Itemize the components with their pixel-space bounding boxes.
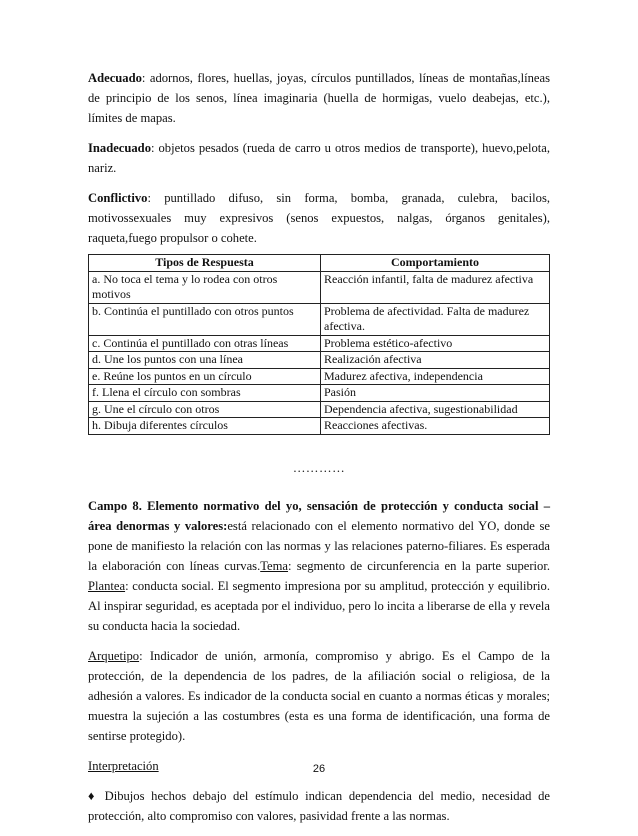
page-number: 26 <box>312 763 326 775</box>
table-cell: Problema estético-afectivo <box>321 335 550 352</box>
text-inadecuado: : objetos pesados (rueda de carro u otros medios de transporte), huevo,pelota, nariz. <box>88 141 550 175</box>
table-cell: h. Dibuja diferentes círculos <box>89 418 321 435</box>
campo-text: está relacionado con el elemento normativo del YO, donde se pone de manifiesto la relación con las normas y las relaciones paterno-filiares. Es esperada la elaboración con líneas curvas. <box>88 518 550 573</box>
table-cell: Madurez afectiva, independencia <box>321 368 550 385</box>
table-cell: Reacción infantil, falta de madurez afectiva <box>321 271 550 303</box>
table-cell: e. Reúne los puntos en un círculo <box>89 368 321 385</box>
table-cell: g. Une el círculo con otros <box>89 401 321 418</box>
paragraph-arquetipo <box>88 646 550 746</box>
plantea-label: Plantea <box>88 578 126 593</box>
table-cell: Dependencia afectiva, sugestionabilidad <box>321 401 550 418</box>
table-row <box>89 368 550 385</box>
arquetipo-text: : Indicador de unión, armonía, compromiso y abrigo. Es el Campo de la protección, de la dependencia de los padres, de la afiliación social o religiosa, de la adhesión a valores. Es indicador de la conducta social en cuanto a normas éticas y morales; muestra la sujeción a las costumbres (esta es una forma de identificación, una forma de sentirse protegido). <box>88 648 550 743</box>
tema-text: : segmento de circunferencia en la parte superior. <box>288 558 550 573</box>
table-row <box>89 352 550 369</box>
table-row <box>89 385 550 402</box>
text-adecuado: : adornos, flores, huellas, joyas, círculos puntillados, líneas de montañas,líneas de principio de los senos, línea imaginaria (huella de hormigas, vuelo deabejas, etc.), límites de mapas. <box>88 71 550 125</box>
plantea-text: : conducta social. El segmento impresiona por su amplitud, protección y equilibrio. Al inspirar seguridad, es aceptada por el individuo, pero lo incita a liberarse de ella y revela su conducta hacia la sociedad. <box>88 578 550 633</box>
table-header-row <box>89 255 550 272</box>
header-comportamiento: Comportamiento <box>321 255 550 272</box>
paragraph-campo-8 <box>88 496 550 636</box>
table-cell: c. Continúa el puntillado con otras líneas <box>89 335 321 352</box>
page-content <box>88 68 550 836</box>
table-cell: a. No toca el tema y lo rodea con otros motivos <box>89 271 321 303</box>
term-adecuado: Adecuado <box>88 71 142 85</box>
table-cell: d. Une los puntos con una línea <box>89 352 321 369</box>
table-row <box>89 271 550 303</box>
paragraph-conflictivo <box>88 188 550 248</box>
table-cell: b. Continúa el puntillado con otros puntos <box>89 303 321 335</box>
table-cell: Problema de afectividad. Falta de madurez afectiva. <box>321 303 550 335</box>
response-table <box>88 254 550 435</box>
term-inadecuado: Inadecuado <box>88 141 151 155</box>
campo-title: Campo 8. Elemento normativo del yo, sensación de protección y conducta social – área denormas y valores: <box>88 498 550 533</box>
table-row <box>89 401 550 418</box>
arquetipo-label: Arquetipo <box>88 648 140 663</box>
table-row <box>89 303 550 335</box>
table-row <box>89 418 550 435</box>
table-cell: Reacciones afectivas. <box>321 418 550 435</box>
table-cell: Realización afectiva <box>321 352 550 369</box>
interpretacion-heading: Interpretación <box>88 758 159 773</box>
term-conflictivo: Conflictivo <box>88 191 148 205</box>
section-separator: ………… <box>292 460 346 475</box>
table-cell: Pasión <box>321 385 550 402</box>
paragraph-inadecuado <box>88 138 550 178</box>
paragraph-interpretacion <box>88 786 550 826</box>
table-cell: f. Llena el círculo con sombras <box>89 385 321 402</box>
text-conflictivo: : puntillado difuso, sin forma, bomba, granada, culebra, bacilos, motivossexuales muy expresivos (senos expuestos, nalgas, órganos genitales), raqueta,fuego propulsor o cohete. <box>88 191 550 245</box>
table-row <box>89 335 550 352</box>
interpretacion-text: Dibujos hechos debajo del estímulo indican dependencia del medio, necesidad de protección, alto compromiso con valores, pasividad frente a las normas. <box>88 788 550 823</box>
tema-label: Tema <box>260 558 289 573</box>
header-tipos: Tipos de Respuesta <box>89 255 321 272</box>
paragraph-adecuado <box>88 68 550 128</box>
diamond-bullet-icon: ♦ <box>88 788 98 803</box>
